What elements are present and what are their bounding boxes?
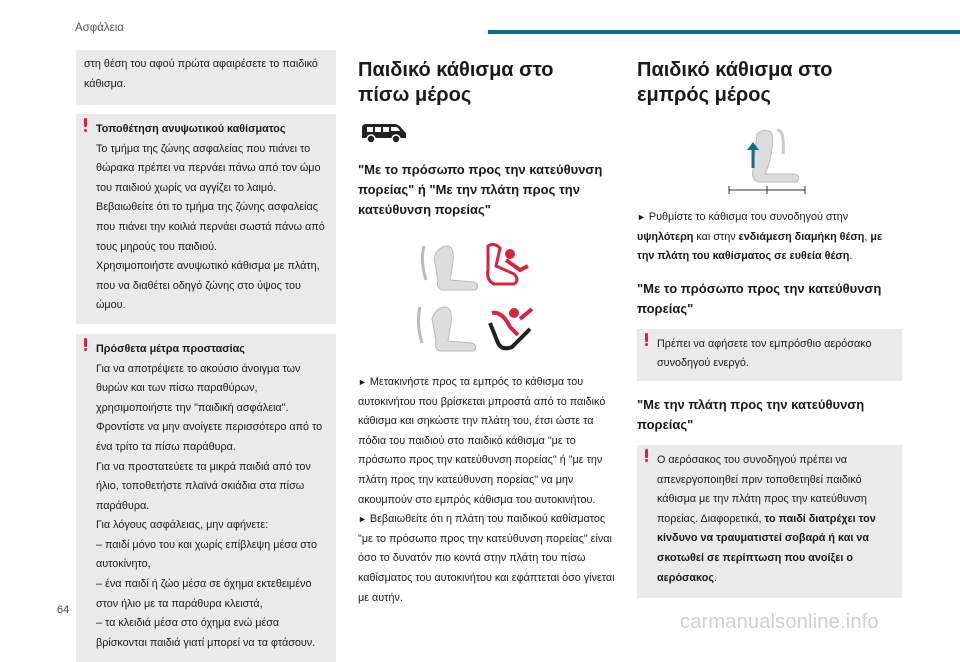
adjust-bold-3: με την πλάτη του καθίσματος σε ευθεία θέση xyxy=(637,230,883,263)
warning-box-airbag-active xyxy=(637,329,902,381)
warning-line: Το τμήμα της ζώνης ασφαλείας που πιάνει το θώρακα πρέπει να περνάει πάνω από τον ώμο του παιδιού χωρίς να αγγίζει το λαιμό. xyxy=(96,142,321,194)
column-middle xyxy=(358,50,620,608)
adjust-text-2: και στην xyxy=(693,230,739,243)
adjust-instruction xyxy=(637,208,902,267)
seat-diagram-forward xyxy=(410,240,540,295)
adjust-bold-2: ενδιάμεση διαμήκη θέση xyxy=(738,230,865,243)
warning-icon xyxy=(84,338,88,351)
warning-text: Πρέπει να αφήσετε τον εμπρόσθιο αερόσακο συνοδηγού ενεργό. xyxy=(657,337,872,370)
warning-text xyxy=(76,140,328,316)
passenger-seat-diagram xyxy=(717,124,817,194)
warning-text-bold: το παιδί διατρέχει τον κίνδυνο να τραυματιστεί σοβαρά ή και να σκοτωθεί σε περίπτωση που ανοίξει ο αερόσακος xyxy=(657,512,876,584)
warning-text xyxy=(96,360,328,654)
bullet-arrow-icon: ► xyxy=(358,514,367,525)
warning-line: – τα κλειδιά μέσα στο όχημα ενώ μέσα βρίσκονται παιδιά γιατί μπορεί να τα φτάσουν. xyxy=(96,617,316,649)
warning-line: Για λόγους ασφάλειας, μην αφήνετε: xyxy=(96,519,269,532)
header-accent-bar xyxy=(488,30,960,34)
bullet-arrow-icon: ► xyxy=(358,377,367,387)
subtitle-forward-facing: "Με το πρόσωπο προς την κατεύθυνση πορείας" xyxy=(637,280,882,316)
column-right xyxy=(637,50,902,598)
warning-line: Για να προστατεύετε τα μικρά παιδιά από τον ήλιο, τοποθετήστε πλαϊνά σκιάδια στα πίσω παράθυρα. xyxy=(96,460,311,512)
warning-line: Βεβαιωθείτε ότι το τμήμα της ζώνης ασφαλείας που πιάνει την κοιλιά περνάει σωστά πάνω από τους μηρούς του παιδιού. xyxy=(96,201,325,253)
warning-line: Χρησιμοποιήστε ανυψωτικό κάθισμα με πλάτη, που να διαθέτει οδηγό ζώνης στο ύψος του ώμου. xyxy=(96,260,320,312)
subtitle-rear-facing: "Με την πλάτη προς την κατεύθυνση πορείας" xyxy=(637,396,865,432)
adjust-text-end: . xyxy=(849,250,853,263)
page-number: 64 xyxy=(57,604,70,616)
warning-line: – παιδί μόνο του και χωρίς επίβλεψη μέσα στο αυτοκίνητο, xyxy=(96,538,317,571)
warning-text-plain: Ο αερόσακος του συνοδηγού πρέπει να απενεργοποιηθεί πριν τοποθετηθεί παιδικό κάθισμα με την πλάτη προς την κατεύθυνση πορείας. Διαφορετικά, xyxy=(657,453,867,525)
watermark-text: carmanualsonline.info xyxy=(680,611,879,633)
vehicle-icon xyxy=(358,118,408,148)
intro-text: στη θέση του αφού πρώτα αφαιρέσετε το παιδικό κάθισμα. xyxy=(84,58,318,90)
warning-icon xyxy=(84,118,88,131)
warning-icon xyxy=(645,449,649,462)
warning-line: Φροντίστε να μην ανοίγετε περισσότερο από το ένα τρίτο τα πίσω παράθυρα. xyxy=(96,421,323,453)
warning-box-extra-protection xyxy=(76,334,336,662)
warning-line: – ένα παιδί ή ζώο μέσα σε όχημα εκτεθειμένο στον ήλιο με τα παράθυρα κλειστά, xyxy=(96,578,312,610)
rear-instruction xyxy=(358,373,620,608)
subtitle-direction: "Με το πρόσωπο προς την κατεύθυνση πορείας" ή "Με την πλάτη προς την κατεύθυνση πορείας" xyxy=(358,162,603,217)
warning-title: Πρόσθετα μέτρα προστασίας xyxy=(96,342,245,355)
adjust-text: Ρυθμίστε το κάθισμα του συνοδηγού στην xyxy=(648,211,849,223)
seat-diagram-rearward xyxy=(410,299,540,361)
section-title-rear: Παιδικό κάθισμα στο πίσω μέρος xyxy=(358,59,554,106)
warning-box-booster xyxy=(76,114,336,324)
warning-icon xyxy=(645,333,649,346)
section-header: Ασφάλεια xyxy=(75,22,124,34)
warning-title: Τοποθέτηση ανυψωτικού καθίσματος xyxy=(96,123,286,135)
warning-line: Για να αποτρέψετε το ακούσιο άνοιγμα των θυρών και των πίσω παραθύρων, χρησιμοποιήστε την "παιδική ασφάλεια". xyxy=(96,362,301,414)
rear-instruction-text: Μετακινήστε προς τα εμπρός το κάθισμα του αυτοκινήτου που βρίσκεται μπροστά από το παιδικό κάθισμα και σηκώστε την πλάτη του, έτσι ώστε τα πόδια του παιδιού στο παιδικό κάθισμα "με το πρόσωπο προς την κατεύθυνση πορείας" ή "με την πλάτη προς την κατεύθυνση πορείας" να μην ακουμπούν στο εμπρός κάθισμα του αυτοκινήτου. xyxy=(358,376,606,506)
rear-instruction-text-2: Βεβαιωθείτε ότι η πλάτη του παιδικού καθίσματος "με το πρόσωπο προς την κατεύθυνση πορείας" είναι όσο το δυνατόν πιο κοντά στην πλάτη του πίσω καθίσματος του αυτοκινήτου και εφάπτεται όσο γίνεται με αυτήν. xyxy=(358,513,615,604)
adjust-bold-1: υψηλότερη xyxy=(637,230,694,243)
intro-box xyxy=(76,50,336,105)
warning-box-airbag-deactivate xyxy=(637,445,902,598)
bullet-arrow-icon: ► xyxy=(637,212,646,222)
adjust-text-3: , xyxy=(864,230,871,243)
warning-text xyxy=(657,451,894,588)
warning-text-end: . xyxy=(713,571,717,584)
column-left xyxy=(76,50,336,662)
section-title-front: Παιδικό κάθισμα στο εμπρός μέρος xyxy=(637,59,833,106)
